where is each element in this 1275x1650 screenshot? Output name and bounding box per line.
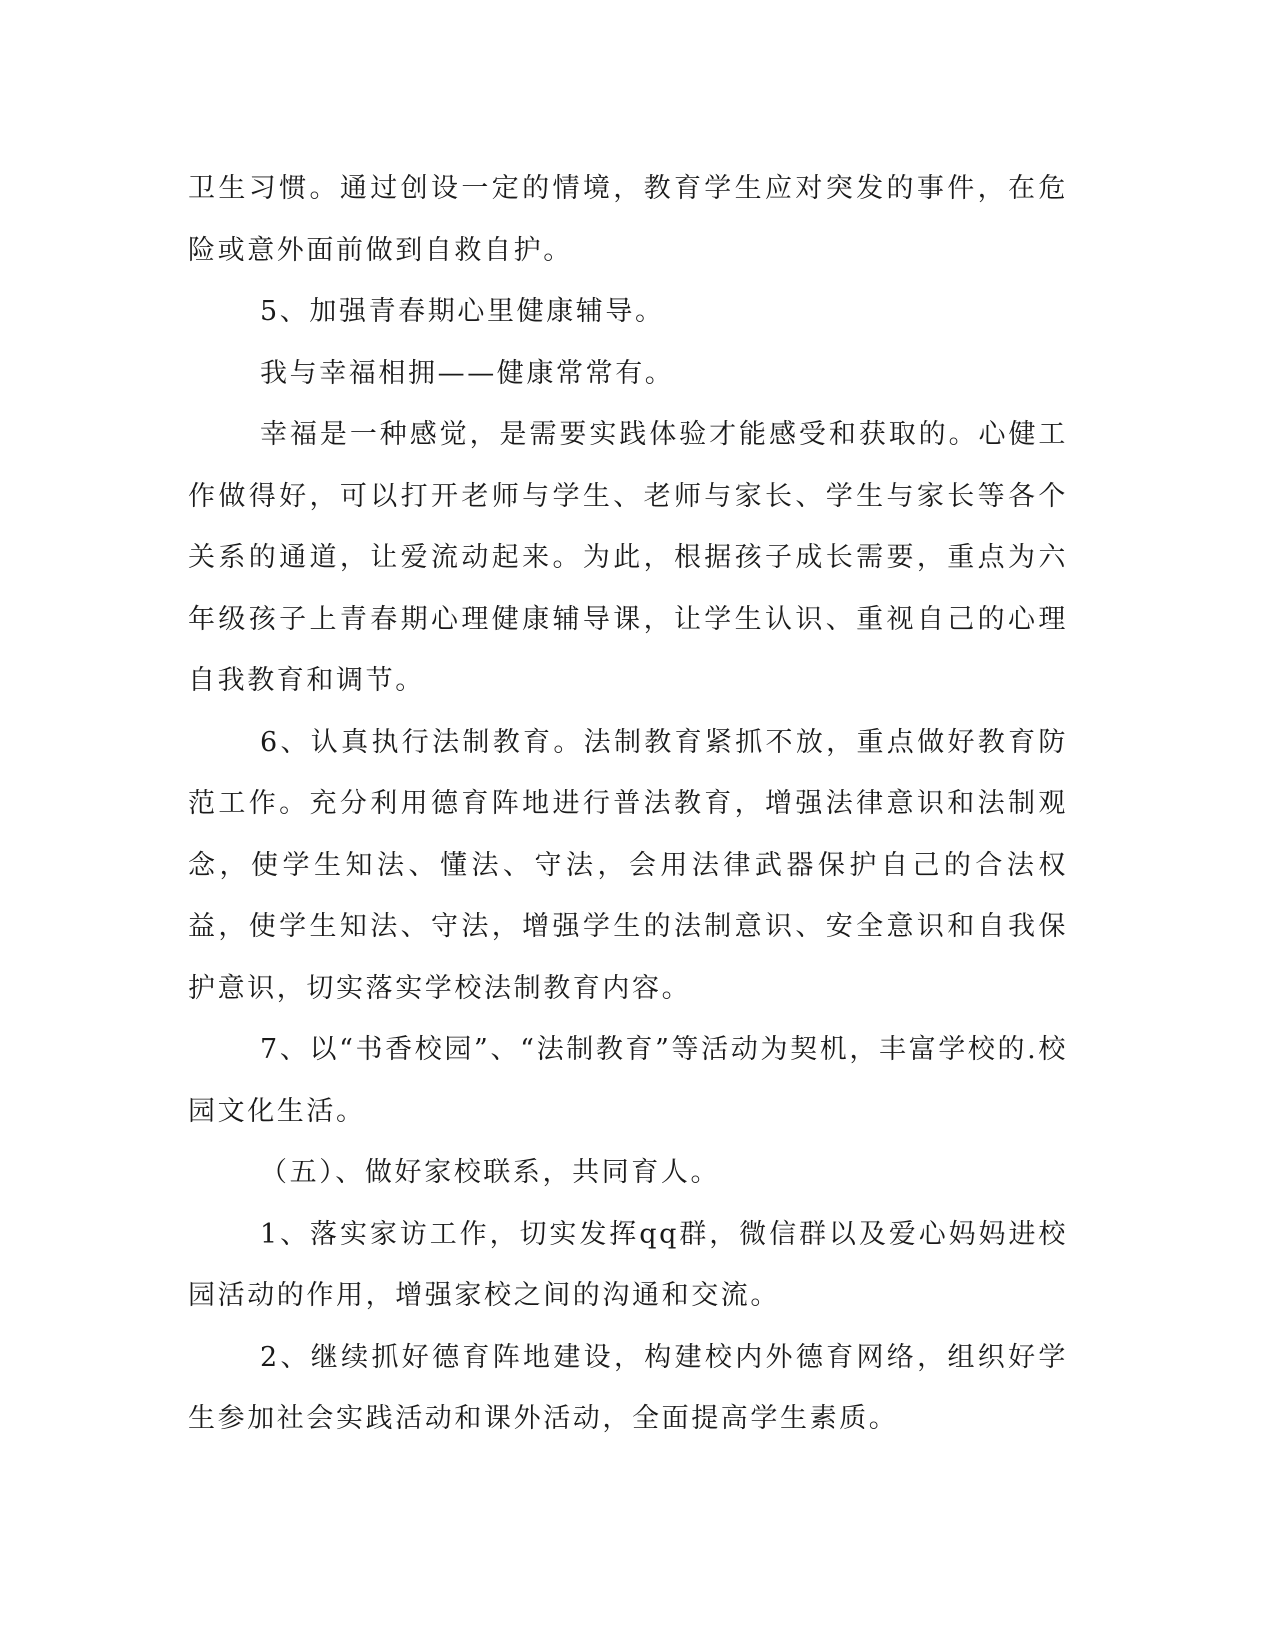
- paragraph: 卫生习惯。通过创设一定的情境，教育学生应对突发的事件，在危险或意外面前做到自救自护。: [188, 173, 1068, 266]
- paragraph: 1、落实家访工作，切实发挥qq群，微信群以及爱心妈妈进校园活动的作用，增强家校之间的沟通和交流。: [188, 1218, 1068, 1311]
- section-heading: （五）、做好家校联系，共同育人。: [260, 1157, 721, 1188]
- paragraph: 幸福是一种感觉，是需要实践体验才能感受和获取的。心健工作做得好，可以打开老师与学生、老师与家长、学生与家长等各个关系的通道，让爱流动起来。为此，根据孩子成长需要，重点为六年级孩子上青春期心理健康辅导课，让学生认识、重视自己的心理自我教育和调节。: [188, 419, 1068, 696]
- paragraph: 我与幸福相拥——健康常常有。: [260, 357, 675, 389]
- paragraph: 5、加强青春期心里健康辅导。: [260, 296, 665, 327]
- paragraph: 6、认真执行法制教育。法制教育紧抓不放，重点做好教育防范工作。充分利用德育阵地进行普法教育，增强法律意识和法制观念，使学生知法、懂法、守法，会用法律武器保护自己的合法权益，使学生知法、守法，增强学生的法制意识、安全意识和自我保护意识，切实落实学校法制教育内容。: [188, 726, 1068, 1004]
- paragraph: 7、以“书香校园”、“法制教育”等活动为契机，丰富学校的.校园文化生活。: [188, 1034, 1068, 1127]
- document-body: [188, 158, 1068, 1450]
- paragraph: 2、继续抓好德育阵地建设，构建校内外德育网络，组织好学生参加社会实践活动和课外活动，全面提高学生素质。: [188, 1341, 1068, 1434]
